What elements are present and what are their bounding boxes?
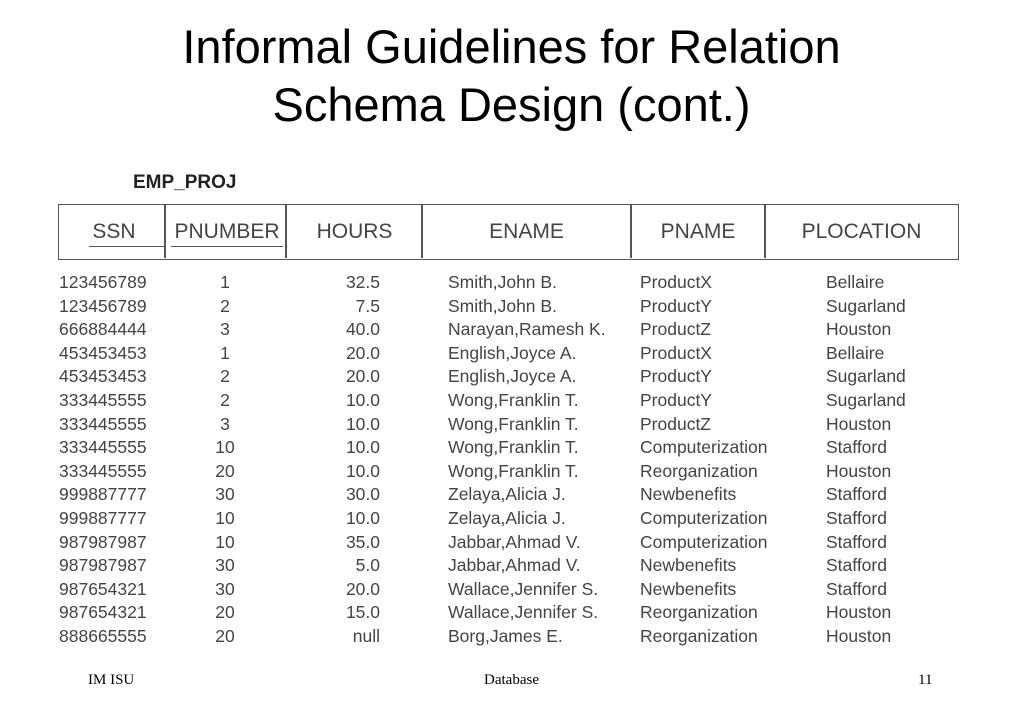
cell-ssn: 453453453 — [59, 342, 147, 363]
cell-hours: 10.0 — [345, 390, 380, 410]
cell-ssn: 333445555 — [59, 437, 147, 458]
cell-pnumber: 30 — [215, 578, 235, 599]
cell-pname: ProductZ — [640, 319, 711, 340]
table-row — [0, 577, 1023, 601]
cell-plocation: Houston — [826, 413, 892, 434]
table-row — [0, 553, 1023, 577]
cell-hours: 15.0 — [345, 602, 380, 623]
cell-pname: ProductZ — [640, 413, 711, 434]
key-underline-pnumber — [171, 246, 283, 247]
column-header-pnumber: PNUMBER — [174, 219, 280, 243]
cell-ssn: 987654321 — [59, 602, 147, 623]
cell-ename: Smith,John B. — [448, 272, 557, 292]
cell-pnumber: 10 — [215, 531, 235, 552]
cell-pname: Computerization — [640, 531, 768, 552]
cell-ename: Wong,Franklin T. — [448, 413, 579, 434]
cell-ename: Jabbar,Ahmad V. — [448, 531, 581, 552]
cell-ename: English,Joyce A. — [448, 366, 577, 387]
cell-pnumber: 20 — [215, 602, 235, 623]
cell-pnumber: 3 — [220, 413, 230, 434]
table-row — [0, 364, 1023, 388]
cell-ssn: 987987987 — [59, 555, 147, 576]
table-name: EMP_PROJ — [133, 172, 237, 193]
cell-pnumber: 1 — [220, 342, 230, 363]
cell-ename: Wong,Franklin T. — [448, 437, 579, 458]
slide-title-line-1: Informal Guidelines for Relation — [182, 20, 841, 73]
cell-hours: 7.5 — [355, 295, 380, 316]
cell-hours: 20.0 — [345, 578, 380, 599]
column-divider — [421, 205, 423, 258]
cell-ename: English,Joyce A. — [448, 342, 577, 363]
cell-pname: ProductX — [640, 342, 712, 363]
cell-plocation: Bellaire — [826, 272, 885, 292]
cell-pname: ProductX — [640, 272, 712, 292]
cell-ename: Wong,Franklin T. — [448, 460, 579, 481]
table-row — [0, 388, 1023, 412]
cell-hours: 32.5 — [345, 272, 380, 292]
column-divider — [764, 205, 766, 258]
table-row — [0, 317, 1023, 341]
cell-ssn: 123456789 — [59, 272, 147, 292]
cell-pname: ProductY — [640, 366, 712, 387]
table-row — [0, 459, 1023, 483]
cell-pnumber: 2 — [220, 295, 230, 316]
cell-ssn: 999887777 — [59, 508, 147, 528]
cell-hours: 30.0 — [345, 484, 380, 505]
cell-plocation: Sugarland — [826, 390, 906, 410]
cell-hours: 35.0 — [345, 531, 380, 552]
cell-hours: 10.0 — [345, 437, 380, 458]
cell-plocation: Houston — [826, 626, 892, 646]
cell-pnumber: 30 — [215, 484, 235, 505]
footer-left: IM ISU — [88, 672, 135, 688]
cell-plocation: Houston — [826, 602, 892, 623]
column-header-pname: PNAME — [660, 219, 736, 243]
table-row — [0, 506, 1023, 530]
table-row — [0, 624, 1023, 648]
cell-pname: Reorganization — [640, 626, 758, 646]
cell-ename: Narayan,Ramesh K. — [448, 319, 606, 340]
cell-plocation: Stafford — [826, 484, 887, 505]
cell-plocation: Stafford — [826, 555, 887, 576]
cell-pname: Reorganization — [640, 460, 758, 481]
cell-ssn: 987654321 — [59, 578, 147, 599]
cell-hours: 20.0 — [345, 342, 380, 363]
cell-ename: Borg,James E. — [448, 626, 563, 646]
table-row — [0, 341, 1023, 365]
cell-hours: 40.0 — [345, 319, 380, 340]
cell-pname: Newbenefits — [640, 484, 737, 505]
column-header-hours: HOURS — [316, 219, 393, 243]
cell-hours: 5.0 — [355, 555, 380, 576]
column-header-ssn: SSN — [92, 219, 136, 243]
cell-pname: Newbenefits — [640, 555, 737, 576]
column-header-ename: ENAME — [489, 219, 564, 243]
cell-pnumber: 2 — [220, 390, 230, 410]
cell-pname: Newbenefits — [640, 578, 737, 599]
slide-title-line-2: Schema Design (cont.) — [272, 78, 751, 131]
cell-ename: Zelaya,Alicia J. — [448, 484, 566, 505]
cell-pnumber: 20 — [215, 460, 235, 481]
table-row — [0, 600, 1023, 624]
cell-hours: 10.0 — [345, 508, 380, 528]
cell-ename: Zelaya,Alicia J. — [448, 508, 566, 528]
cell-hours: 10.0 — [345, 413, 380, 434]
page-number: 11 — [918, 672, 933, 688]
table-row — [0, 482, 1023, 506]
cell-ssn: 987987987 — [59, 531, 147, 552]
cell-plocation: Sugarland — [826, 366, 906, 387]
cell-ssn: 123456789 — [59, 295, 147, 316]
cell-pnumber: 3 — [220, 319, 230, 340]
cell-pname: Reorganization — [640, 602, 758, 623]
cell-hours: 10.0 — [345, 460, 380, 481]
cell-plocation: Stafford — [826, 437, 887, 458]
slide-title — [0, 18, 1023, 134]
cell-ssn: 666884444 — [59, 319, 147, 340]
cell-pnumber: 10 — [215, 508, 235, 528]
cell-ename: Wong,Franklin T. — [448, 390, 579, 410]
cell-plocation: Sugarland — [826, 295, 906, 316]
cell-pnumber: 2 — [220, 366, 230, 387]
cell-pnumber: 10 — [215, 437, 235, 458]
cell-pname: ProductY — [640, 295, 712, 316]
table-row — [0, 530, 1023, 554]
cell-ssn: 333445555 — [59, 460, 147, 481]
cell-plocation: Houston — [826, 319, 892, 340]
cell-pnumber: 1 — [220, 272, 230, 292]
table-row — [0, 270, 1023, 294]
cell-ssn: 999887777 — [59, 484, 147, 505]
table-row — [0, 435, 1023, 459]
cell-plocation: Stafford — [826, 508, 887, 528]
footer-center: Database — [484, 672, 539, 688]
cell-hours: 20.0 — [345, 366, 380, 387]
cell-pname: Computerization — [640, 437, 768, 458]
cell-ename: Wallace,Jennifer S. — [448, 578, 599, 599]
cell-ename: Wallace,Jennifer S. — [448, 602, 599, 623]
column-divider — [164, 205, 166, 258]
cell-pname: Computerization — [640, 508, 768, 528]
cell-hours: null — [352, 626, 380, 646]
cell-plocation: Bellaire — [826, 342, 885, 363]
cell-ssn: 333445555 — [59, 413, 147, 434]
table-row — [0, 412, 1023, 436]
cell-ssn: 888665555 — [59, 626, 147, 646]
column-header-plocation: PLOCATION — [801, 219, 922, 243]
cell-ename: Jabbar,Ahmad V. — [448, 555, 581, 576]
table-header — [58, 204, 959, 260]
cell-ssn: 453453453 — [59, 366, 147, 387]
cell-plocation: Stafford — [826, 531, 887, 552]
cell-pname: ProductY — [640, 390, 712, 410]
cell-pnumber: 20 — [215, 626, 235, 646]
cell-ename: Smith,John B. — [448, 295, 557, 316]
column-divider — [285, 205, 287, 258]
cell-pnumber: 30 — [215, 555, 235, 576]
column-divider — [630, 205, 632, 258]
table-row — [0, 294, 1023, 318]
cell-plocation: Stafford — [826, 578, 887, 599]
cell-ssn: 333445555 — [59, 390, 147, 410]
cell-plocation: Houston — [826, 460, 892, 481]
key-underline-ssn — [89, 246, 164, 247]
